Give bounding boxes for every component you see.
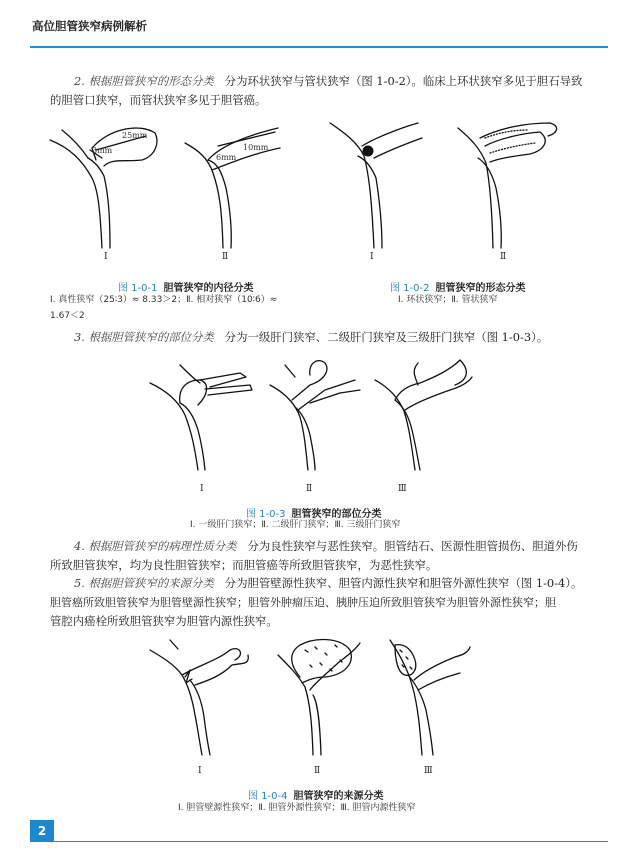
paragraph-4-keyword: 4. 根据胆管狭窄的病理性质分类 bbox=[74, 539, 237, 553]
fig3-caption-note: Ⅰ. 一级肝门狭窄；Ⅱ. 二级肝门狭窄；Ⅲ. 三级肝门狭窄 bbox=[190, 520, 401, 530]
fig2-caption-note: Ⅰ. 环状狭窄；Ⅱ. 管状狭窄 bbox=[398, 295, 498, 305]
paragraph-3-text: 分为一级肝门狭窄、二级肝门狭窄及三级肝门狭窄（图 1-0-3）。 bbox=[224, 330, 549, 344]
fig2-caption-number: 图 1-0-2 bbox=[390, 283, 430, 294]
fig1-caption-note-line1: Ⅰ. 真性狭窄（25∶3）≈ 8.33＞2；Ⅱ. 相对狭窄（10∶6）≈ bbox=[50, 295, 278, 305]
fig1-label-10mm: 10mm bbox=[243, 143, 269, 152]
paragraph-5-keyword: 5. 根据胆管狭窄的来源分类 bbox=[74, 576, 214, 590]
paragraph-2-text: 分为环状狭窄与管状狭窄（图 1-0-2）。临床上环状狭窄多见于胆石导致 bbox=[224, 74, 583, 88]
figure-1-0-1-diagram bbox=[50, 118, 340, 268]
footer-rule bbox=[54, 841, 608, 842]
paragraph-4 bbox=[74, 537, 614, 556]
paragraph-4-text: 分为良性狭窄与恶性狭窄。胆管结石、医源性胆管损伤、胆道外伤 bbox=[247, 539, 578, 553]
paragraph-5 bbox=[74, 574, 614, 593]
fig3-caption-number: 图 1-0-3 bbox=[246, 509, 286, 520]
paragraph-3-keyword: 3. 根据胆管狭窄的部位分类 bbox=[74, 330, 214, 344]
figure-1-0-2-diagram bbox=[330, 118, 580, 258]
page-number: 2 bbox=[30, 820, 54, 842]
paragraph-2-keyword: 2. 根据胆管狭窄的形态分类 bbox=[74, 74, 214, 88]
fig4-panel-label-1: Ⅰ bbox=[198, 766, 202, 776]
paragraph-3 bbox=[74, 328, 614, 347]
fig1-label-25mm: 25mm bbox=[122, 131, 148, 140]
header-rule bbox=[30, 46, 608, 48]
figure-1-0-3-diagram bbox=[150, 355, 480, 475]
fig2-panel-label-2: Ⅱ bbox=[500, 252, 507, 262]
fig3-panel-label-1: Ⅰ bbox=[200, 484, 204, 494]
paragraph-4-line2: 所致胆管狭窄，均为良性胆管狭窄；而胆管癌等所致胆管狭窄，为恶性狭窄。 bbox=[50, 558, 438, 572]
fig4-caption-number: 图 1-0-4 bbox=[248, 791, 288, 802]
paragraph-5-text: 分为胆管壁源性狭窄、胆管内源性狭窄和胆管外源性狭窄（图 1-0-4）。 bbox=[224, 576, 583, 590]
fig2-panel-label-1: Ⅰ bbox=[370, 252, 374, 262]
fig4-panel-label-2: Ⅱ bbox=[314, 766, 321, 776]
paragraph-2-line2: 的胆管口狭窄，而管状狭窄多见于胆管癌。 bbox=[50, 93, 267, 107]
paragraph-2 bbox=[74, 72, 614, 91]
fig1-caption-number: 图 1-0-1 bbox=[118, 283, 158, 294]
figure-1-0-4-diagram bbox=[150, 635, 470, 760]
fig4-caption-title: 胆管狭窄的来源分类 bbox=[293, 791, 384, 802]
fig1-label-3mm: 3mm bbox=[92, 146, 113, 155]
fig2-caption-title: 胆管狭窄的形态分类 bbox=[435, 283, 526, 294]
fig1-panel-label-1: Ⅰ bbox=[104, 252, 108, 262]
fig3-panel-label-3: Ⅲ bbox=[398, 484, 407, 494]
fig4-caption-note: Ⅰ. 胆管壁源性狭窄；Ⅱ. 胆管外源性狭窄；Ⅲ. 胆管内源性狭窄 bbox=[178, 803, 416, 813]
running-header-title: 高位胆管狭窄病例解析 bbox=[32, 19, 147, 33]
fig1-caption-note-line2: 1.67＜2 bbox=[50, 311, 85, 321]
fig1-label-6mm: 6mm bbox=[216, 153, 237, 162]
fig3-caption-title: 胆管狭窄的部位分类 bbox=[291, 509, 382, 520]
fig4-panel-label-3: Ⅲ bbox=[424, 766, 433, 776]
paragraph-5-line2: 胆管癌所致胆管狭窄为胆管壁源性狭窄；胆管外肿瘤压迫、胰肿压迫所致胆管狭窄为胆管外源性狭窄；胆 bbox=[50, 596, 556, 609]
fig3-panel-label-2: Ⅱ bbox=[306, 484, 313, 494]
paragraph-5-line3: 管腔内癌栓所致胆管狭窄为胆管内源性狭窄。 bbox=[50, 614, 278, 628]
fig1-panel-label-2: Ⅱ bbox=[222, 252, 229, 262]
fig1-caption-title: 胆管狭窄的内径分类 bbox=[163, 283, 254, 294]
